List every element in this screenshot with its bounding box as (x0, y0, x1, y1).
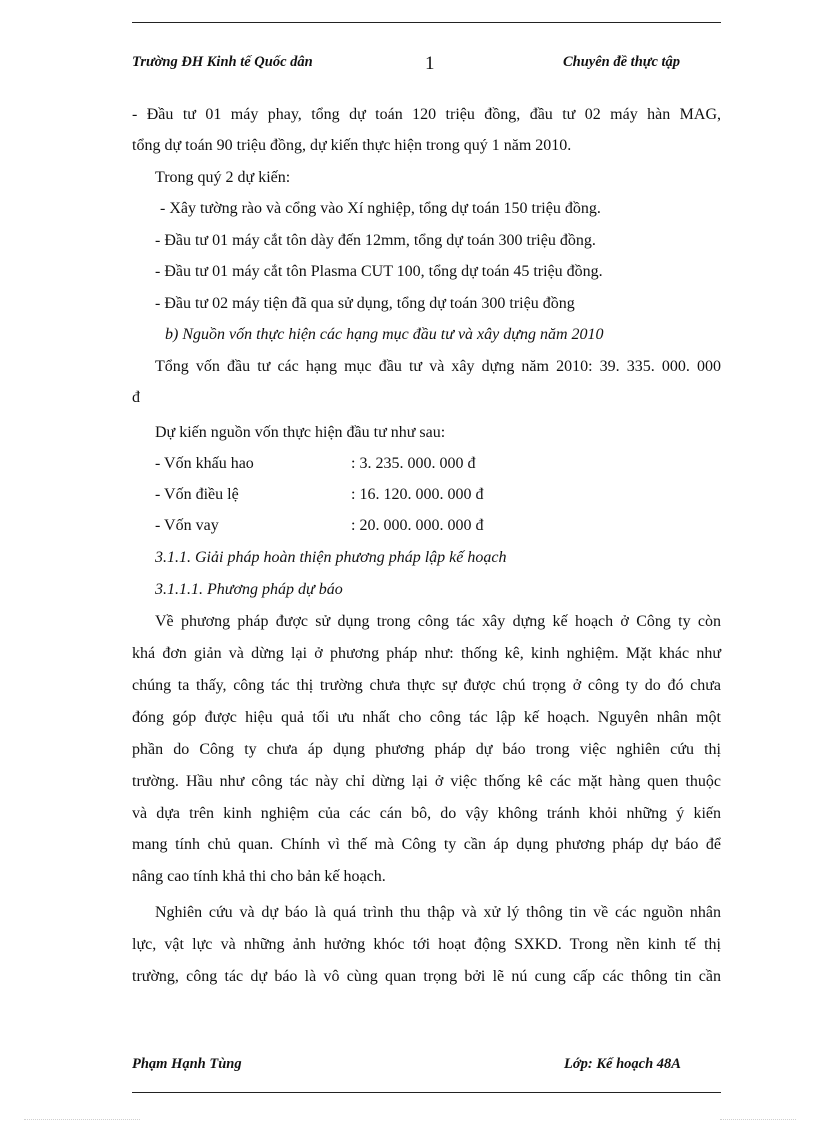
paragraph-line: mang tính chủ quan. Chính vì thế mà Công ty cần áp dụng phương pháp dự báo để (132, 836, 721, 853)
funding-label: - Vốn điều lệ (155, 486, 239, 503)
q2-intro: Trong quý 2 dự kiến: (155, 169, 291, 186)
funding-label: - Vốn khấu hao (155, 455, 254, 472)
funding-label: - Vốn vay (155, 517, 219, 534)
paragraph-line: Về phương pháp được sử dụng trong công tác xây dựng kế hoạch ở Công ty còn (155, 613, 721, 630)
page-edge-dots (720, 1119, 796, 1120)
paragraph-line: phần do Công ty chưa áp dụng phương pháp dự báo trong việc nghiên cứu thị (132, 741, 721, 758)
footer-author: Phạm Hạnh Tùng (132, 1056, 242, 1072)
funding-row (155, 448, 715, 479)
paragraph-line: trường. Hầu như công tác này chỉ dừng lại ở việc thống kê các mặt hàng quen thuộc (132, 773, 721, 790)
paragraph-line: tổng dự toán 90 triệu đồng, dự kiến thực hiện trong quý 1 năm 2010. (132, 137, 572, 154)
paragraph-line: nâng cao tính khả thi cho bản kế hoạch. (132, 868, 386, 885)
paragraph-line: Nghiên cứu và dự báo là quá trình thu thập và xử lý thông tin về các nguồn nhân (155, 904, 721, 921)
paragraph-line: lực, vật lực và những ảnh hưởng khóc tới hoạt động SXKD. Trong nền kinh tế thị (132, 936, 721, 953)
total-investment-currency: đ (132, 389, 140, 406)
section-b-heading: b) Nguồn vốn thực hiện các hạng mục đầu tư và xây dựng năm 2010 (165, 326, 604, 343)
page-edge-dots (24, 1119, 140, 1120)
funding-value: : 20. 000. 000. 000 đ (351, 517, 484, 534)
header-university: Trường ĐH Kinh tế Quốc dân (132, 54, 313, 70)
footer-rule (132, 1092, 721, 1093)
header-rule (132, 22, 721, 23)
heading-3-1-1-1: 3.1.1.1. Phương pháp dự báo (155, 581, 343, 598)
header-report-type: Chuyên đề thực tập (563, 54, 681, 70)
total-investment-line: Tổng vốn đầu tư các hạng mục đầu tư và xây dựng năm 2010: 39. 335. 000. 000 (155, 358, 721, 375)
list-item: - Đầu tư 02 máy tiện đã qua sử dụng, tổng dự toán 300 triệu đồng (155, 295, 575, 312)
funding-intro: Dự kiến nguồn vốn thực hiện đầu tư như sau: (155, 424, 446, 441)
list-item: - Đầu tư 01 máy cắt tôn Plasma CUT 100, tổng dự toán 45 triệu đồng. (155, 263, 603, 280)
paragraph-line: và dựa trên kinh nghiệm của các cán bô, do vậy không tránh khỏi những ý kiến (132, 805, 721, 822)
list-item: - Xây tường rào và cổng vào Xí nghiệp, tổng dự toán 150 triệu đồng. (160, 200, 601, 217)
paragraph-line: trường, công tác dự báo là vô cùng quan trọng bởi lẽ nú cung cấp các thông tin cần (132, 968, 721, 985)
footer-class: Lớp: Kế hoạch 48A (564, 1056, 681, 1072)
funding-row (155, 510, 715, 541)
paragraph-line: chúng ta thấy, công tác thị trường chưa thực sự được chú trọng ở công ty do đó chưa (132, 677, 721, 694)
funding-value: : 16. 120. 000. 000 đ (351, 486, 484, 503)
paragraph-line: đóng góp được hiệu quả tối ưu nhất cho công tác lập kế hoạch. Nguyên nhân một (132, 709, 721, 726)
paragraph-line: khá đơn giản và dừng lại ở phương pháp như: thống kê, kinh nghiệm. Mặt khác như (132, 645, 721, 662)
heading-3-1-1: 3.1.1. Giải pháp hoàn thiện phương pháp lập kế hoạch (155, 549, 507, 566)
page-number: 1 (425, 53, 435, 74)
paragraph-line: - Đầu tư 01 máy phay, tổng dự toán 120 triệu đồng, đầu tư 02 máy hàn MAG, (132, 106, 721, 123)
list-item: - Đầu tư 01 máy cắt tôn dày đến 12mm, tổng dự toán 300 triệu đồng. (155, 232, 596, 249)
funding-row (155, 479, 715, 510)
funding-value: : 3. 235. 000. 000 đ (351, 455, 476, 472)
